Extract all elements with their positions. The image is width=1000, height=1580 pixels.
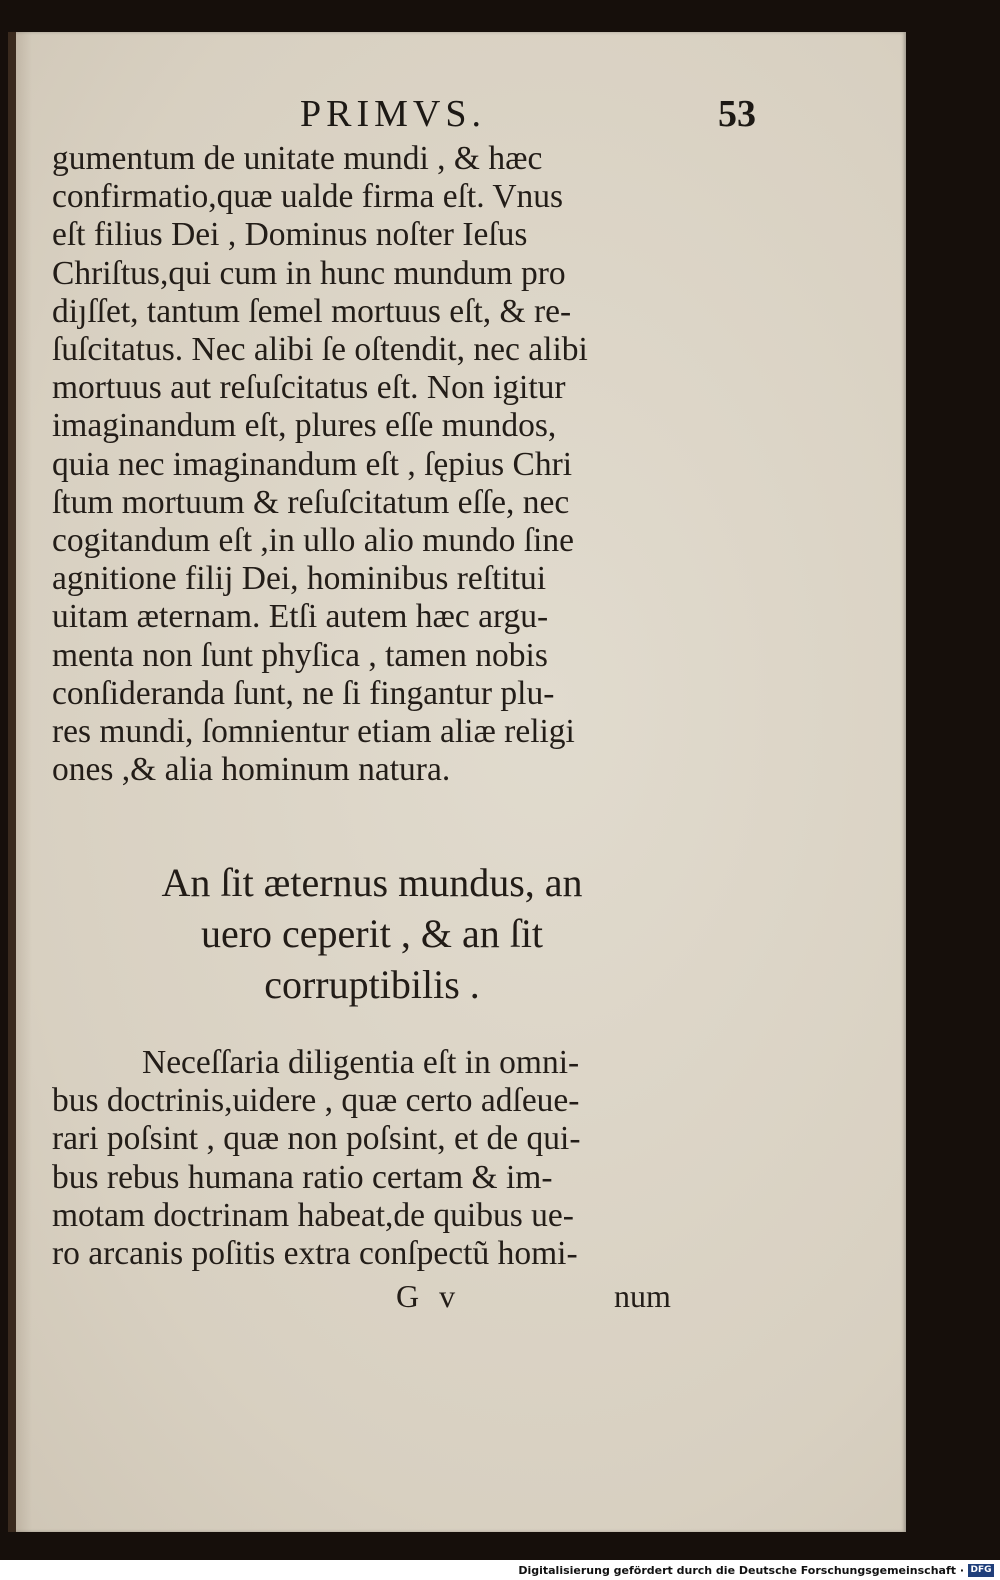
text-line: agnitione filij Dei, hominibus reſtitui bbox=[52, 560, 547, 598]
text-line: confirmatio,quæ ualde firma eſt. Vnus bbox=[52, 178, 564, 216]
book-page bbox=[8, 32, 906, 1532]
text-line: res mundi, ſomnientur etiam aliæ religi bbox=[52, 713, 575, 751]
text-line: motam doctrinam habeat,de quibus ue- bbox=[52, 1196, 574, 1234]
page-spine-edge bbox=[8, 32, 16, 1532]
heading-line: uero ceperit , & an ſit bbox=[200, 911, 544, 956]
text-line: imaginandum eſt, plures eſſe mundos, bbox=[52, 407, 557, 445]
text-line: Neceſſaria diligentia eſt in omni- bbox=[142, 1044, 580, 1081]
page-number: 53 bbox=[718, 93, 756, 135]
text-line: menta non ſunt phyſica , tamen nobis bbox=[52, 636, 548, 674]
text-line: rari poſsint , quæ non poſsint, et de qui- bbox=[52, 1120, 581, 1158]
digitization-footer bbox=[0, 1560, 1000, 1580]
signature-mark: G v bbox=[396, 1278, 462, 1314]
text-line: ſtum mortuum & reſuſcitatum eſſe, nec bbox=[52, 483, 570, 521]
catchword: num bbox=[614, 1278, 671, 1314]
text-line: quia nec imaginandum eſt , ſępius Chri bbox=[52, 445, 573, 483]
text-line: ſuſcitatus. Nec alibi ſe oſtendit, nec alibi bbox=[52, 331, 588, 369]
text-line: ones ,& alia hominum natura. bbox=[52, 751, 451, 789]
footer-credit: Digitalisierung gefördert durch die Deutsche Forschungsgemeinschaft · bbox=[518, 1564, 964, 1577]
page-header bbox=[8, 86, 906, 136]
text-line: uitam æternam. Etſi autem hæc argu- bbox=[52, 598, 549, 636]
body-paragraph-2 bbox=[52, 1044, 692, 1273]
text-line: eſt filius Dei , Dominus noſter Ieſus bbox=[52, 216, 528, 254]
text-line: cogitandum eſt ,in ullo alio mundo ſine bbox=[52, 522, 574, 560]
text-line: conſideranda ſunt, ne ſi fingantur plu- bbox=[52, 674, 555, 712]
text-line: bus rebus humana ratio certam & im- bbox=[52, 1158, 553, 1196]
text-line: Chriſtus,qui cum in hunc mundum pro bbox=[52, 254, 566, 292]
heading-line: corruptibilis . bbox=[264, 962, 480, 1007]
body-paragraph-1 bbox=[52, 140, 692, 789]
text-line: gumentum de unitate mundi , & hæc bbox=[52, 140, 543, 177]
text-line: diȷſſet, tantum ſemel mortuus eſt, & re- bbox=[52, 292, 572, 330]
running-head: PRIMVS. bbox=[300, 93, 486, 135]
dfg-logo: DFG bbox=[968, 1564, 994, 1577]
text-line: mortuus aut reſuſcitatus eſt. Non igitur bbox=[52, 369, 566, 407]
heading-line: An ſit æternus mundus, an bbox=[161, 860, 583, 905]
text-line: bus doctrinis,uidere , quæ certo adſeue- bbox=[52, 1082, 580, 1120]
text-line: ro arcanis poſitis extra conſpectũ homi- bbox=[52, 1235, 578, 1273]
section-heading bbox=[52, 857, 692, 1010]
